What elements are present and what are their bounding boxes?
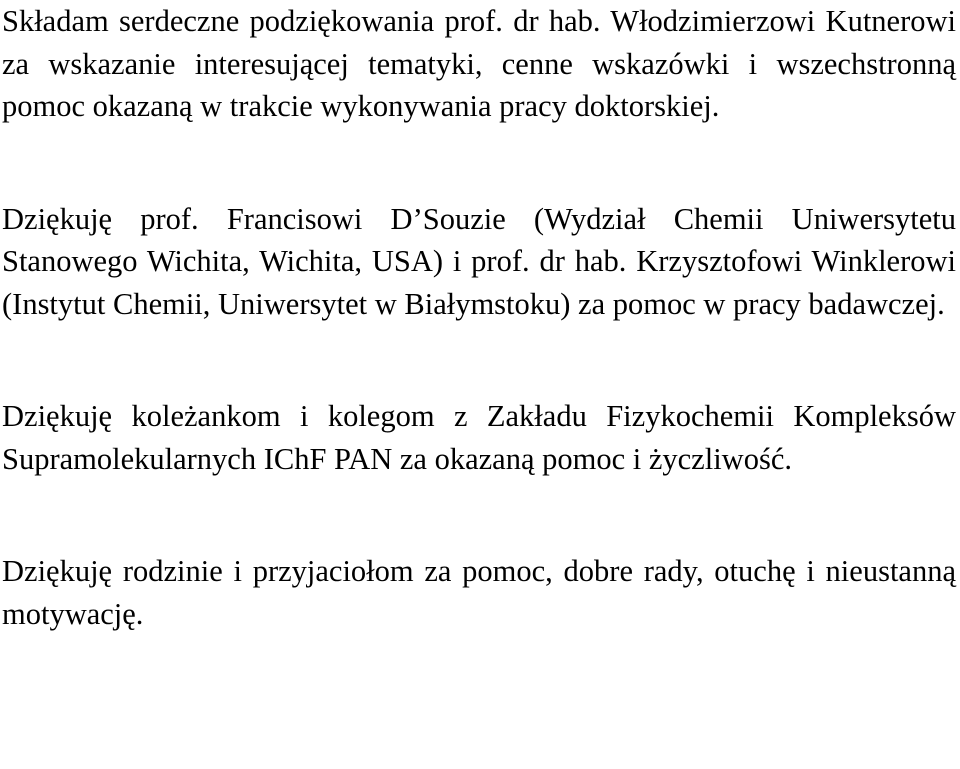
paragraph-family-thanks: Dziękuję rodzinie i przyjaciołom za pomoc, dobre rady, otuchę i nieustanną motywację.: [2, 554, 956, 631]
paragraph-gap: [2, 128, 956, 198]
paragraph-supervisor-thanks: Składam serdeczne podziękowania prof. dr hab. Włodzimierzowi Kutnerowi za wskazanie interesującej tematyki, cenne wskazówki i wszechstronną pomoc okazaną w trakcie wykonywania pracy doktorskiej.: [2, 4, 956, 123]
paragraph-collaborators-thanks: Dziękuję prof. Francisowi D’Souzie (Wydział Chemii Uniwersytetu Stanowego Wichita, Wichita, USA) i prof. dr hab. Krzysztofowi Winklerowi (Instytut Chemii, Uniwersytet w Białymstoku) za pomoc w pracy badawczej.: [2, 201, 956, 321]
paragraph-gap: [2, 325, 956, 395]
paragraph-colleagues-thanks: Dziękuję koleżankom i kolegom z Zakładu Fizykochemii Kompleksów Supramolekularnych IChF PAN za okazaną pomoc i życzliwość.: [2, 399, 956, 476]
paragraph-gap: [2, 480, 956, 550]
acknowledgements-document: [2, 0, 956, 635]
